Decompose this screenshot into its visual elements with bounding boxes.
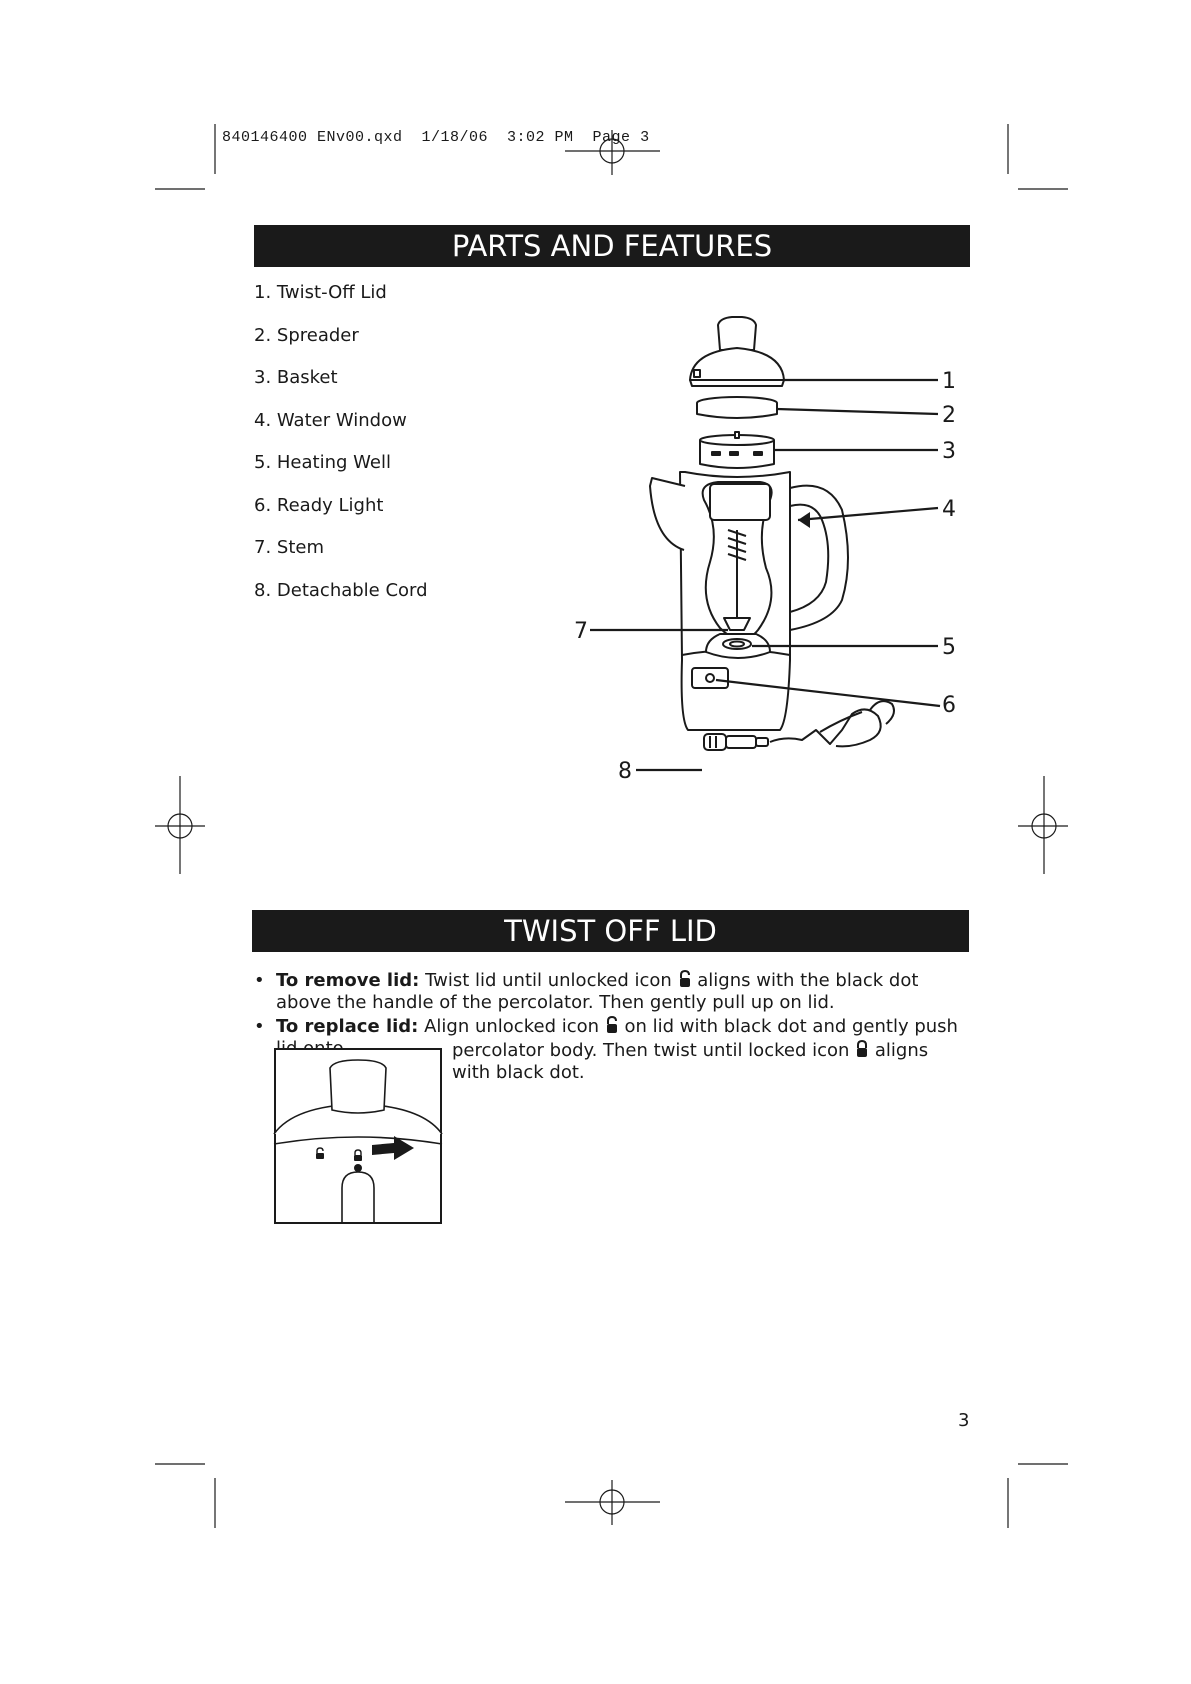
list-item: 8. Detachable Cord: [254, 579, 428, 601]
callout-6: 6: [942, 693, 956, 718]
callout-3: 3: [942, 439, 956, 464]
callout-4: 4: [942, 497, 956, 522]
list-item: 2. Spreader: [254, 324, 359, 346]
list-item: 7. Stem: [254, 537, 324, 558]
callout-1: 1: [942, 369, 956, 394]
unlocked-icon: [605, 1016, 619, 1034]
list-item: 1. Twist-Off Lid: [254, 282, 387, 303]
list-item: 4. Water Window: [254, 409, 407, 431]
lid-closeup-illustration: [274, 1048, 442, 1224]
replace-lid-continuation: [452, 1040, 972, 1084]
parts-and-features-heading: PARTS AND FEATURES: [254, 225, 970, 267]
remove-lid-text-b: aligns with the black dot above the handle of the percolator. Then gently pull up on lid.: [276, 970, 919, 1013]
remove-lid-text-a: Twist lid until unlocked icon: [425, 970, 672, 991]
lid-knob-shape: [718, 317, 756, 350]
callout-2: 2: [942, 403, 956, 428]
twist-off-lid-heading: TWIST OFF LID: [252, 910, 969, 952]
locked-icon: [855, 1040, 869, 1058]
list-item: 3. Basket: [254, 367, 338, 388]
parts-list: [254, 282, 428, 622]
remove-lid-instruction: • To remove lid: Twist lid until unlocked icon aligns with the black dot above the handle of the percolator. Then gently pull up on lid.: [254, 970, 919, 1013]
replace-lid-label: To replace lid:: [276, 1016, 419, 1037]
percolator-diagram: [574, 300, 960, 860]
replace-lid-text-a: Align unlocked icon: [424, 1016, 600, 1037]
callout-5: 5: [942, 635, 956, 660]
unlocked-icon: [678, 970, 692, 988]
replace-lid-text-c: percolator body. Then twist until locked icon: [452, 1040, 850, 1061]
page-number: 3: [958, 1410, 970, 1431]
replace-lid-text-b: on lid with black dot and gently push: [624, 1016, 958, 1037]
handle-shape: [790, 486, 848, 630]
list-item: 5. Heating Well: [254, 452, 391, 473]
replace-lid-instruction: • To replace lid: Align unlocked icon on lid with black dot and gently push: [252, 1016, 972, 1060]
callout-8: 8: [618, 759, 632, 784]
callout-7: 7: [574, 619, 588, 644]
lid-dome-shape: [690, 348, 784, 380]
replace-lid-text-d: aligns with black dot.: [452, 1040, 929, 1083]
list-item: 6. Ready Light: [254, 494, 384, 516]
file-slug: 840146400 ENv00.qxd 1/18/06 3:02 PM Page 3: [222, 129, 650, 146]
remove-lid-label: To remove lid:: [276, 970, 420, 991]
alignment-dot: [354, 1164, 362, 1172]
